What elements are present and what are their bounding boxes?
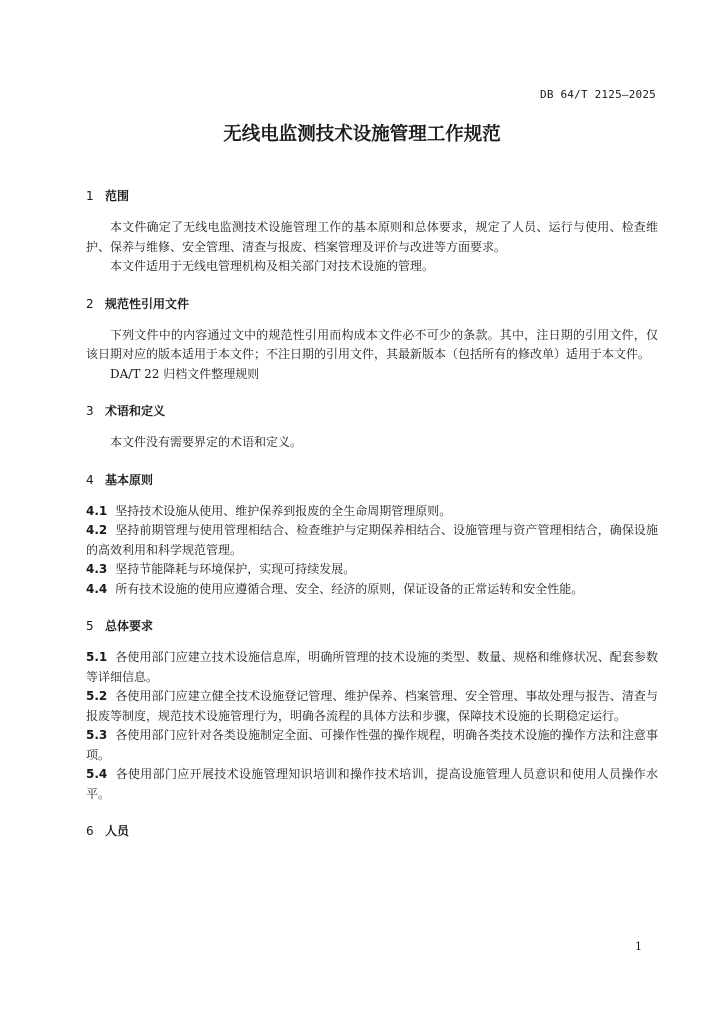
clause-4-4 (86, 580, 658, 600)
clause-text: 各使用部门应开展技术设施管理知识培训和操作技术培训，提高设施管理人员意识和使用人员操作水平。 (86, 767, 658, 801)
section-title: 范围 (105, 189, 130, 203)
page-number: 1 (635, 940, 642, 953)
section-title: 规范性引用文件 (105, 296, 190, 311)
section-title: 人员 (105, 824, 130, 838)
section-number: 6 (86, 824, 94, 838)
clause-text: 各使用部门应针对各类设施制定全面、可操作性强的操作规程，明确各类技术设施的操作方法和注意事项。 (86, 728, 658, 762)
clause-number: 5.2 (86, 689, 108, 703)
section-heading (86, 470, 658, 490)
clause-5-4 (86, 765, 658, 804)
clause-number: 4.1 (86, 503, 108, 518)
clause-4-2 (86, 521, 658, 560)
clause-5-1 (86, 648, 658, 687)
clause-number: 4.3 (86, 562, 108, 576)
clause-number: 5.1 (86, 650, 108, 664)
section-heading (86, 186, 658, 206)
section-number: 1 (86, 189, 94, 203)
section-6 (86, 821, 658, 841)
section-5 (86, 616, 658, 804)
clause-text: 坚持技术设施从使用、维护保养到报废的全生命周期管理原则。 (115, 503, 452, 518)
section-number: 2 (86, 296, 94, 311)
clause-text: 各使用部门应建立健全技术设施登记管理、维护保养、档案管理、安全管理、事故处理与报告、清查与报废等制度，规范技术设施管理行为，明确各流程的具体方法和步骤，保障技术设施的长期稳定运行。 (86, 689, 658, 723)
section-number: 5 (86, 619, 94, 633)
paragraph: 本文件没有需要界定的术语和定义。 (110, 435, 303, 449)
section-2 (86, 294, 658, 385)
clause-4-1 (86, 502, 658, 522)
clause-5-3 (86, 726, 658, 765)
paragraph: 下列文件中的内容通过文中的规范性引用而构成本文件必不可少的条款。其中，注日期的引用文件，仅该日期对应的版本适用于本文件；不注日期的引用文件，其最新版本（包括所有的修改单）适用于本文件。 (86, 327, 658, 361)
clause-number: 5.3 (86, 728, 108, 742)
section-title: 基本原则 (105, 472, 154, 487)
clause-text: 坚持前期管理与使用管理相结合、检查维护与定期保养相结合、设施管理与资产管理相结合，确保设施的高效利用和科学规范管理。 (86, 523, 658, 557)
clause-number: 4.4 (86, 581, 108, 596)
section-3 (86, 401, 658, 453)
clause-number: 5.4 (86, 767, 108, 781)
clause-5-2 (86, 687, 658, 726)
document-title: 无线电监测技术设施管理工作规范 (223, 124, 501, 145)
document-body (86, 186, 658, 841)
clause-text: 所有技术设施的使用应遵循合理、安全、经济的原则，保证设备的正常运转和安全性能。 (115, 581, 584, 596)
section-heading (86, 821, 658, 841)
normative-reference: DA/T 22 归档文件整理规则 (110, 366, 260, 381)
section-number: 4 (86, 472, 94, 487)
section-heading (86, 401, 658, 421)
section-title: 术语和定义 (105, 404, 166, 418)
clause-number: 4.2 (86, 523, 108, 537)
section-title: 总体要求 (105, 619, 154, 633)
paragraph: 本文件适用于无线电管理机构及相关部门对技术设施的管理。 (110, 259, 435, 273)
section-heading (86, 294, 658, 314)
clause-text: 各使用部门应建立技术设施信息库，明确所管理的技术设施的类型、数量、规格和维修状况、配套参数等详细信息。 (86, 650, 658, 684)
clause-text: 坚持节能降耗与环境保护，实现可持续发展。 (115, 562, 356, 576)
section-heading (86, 616, 658, 636)
standard-code: DB 64/T 2125—2025 (540, 88, 656, 101)
section-1 (86, 186, 658, 277)
paragraph: 本文件确定了无线电监测技术设施管理工作的基本原则和总体要求，规定了人员、运行与使用、检查维护、保养与维修、安全管理、清查与报废、档案管理及评价与改进等方面要求。 (86, 220, 658, 254)
section-4 (86, 470, 658, 600)
clause-4-3 (86, 560, 658, 580)
section-number: 3 (86, 404, 94, 418)
